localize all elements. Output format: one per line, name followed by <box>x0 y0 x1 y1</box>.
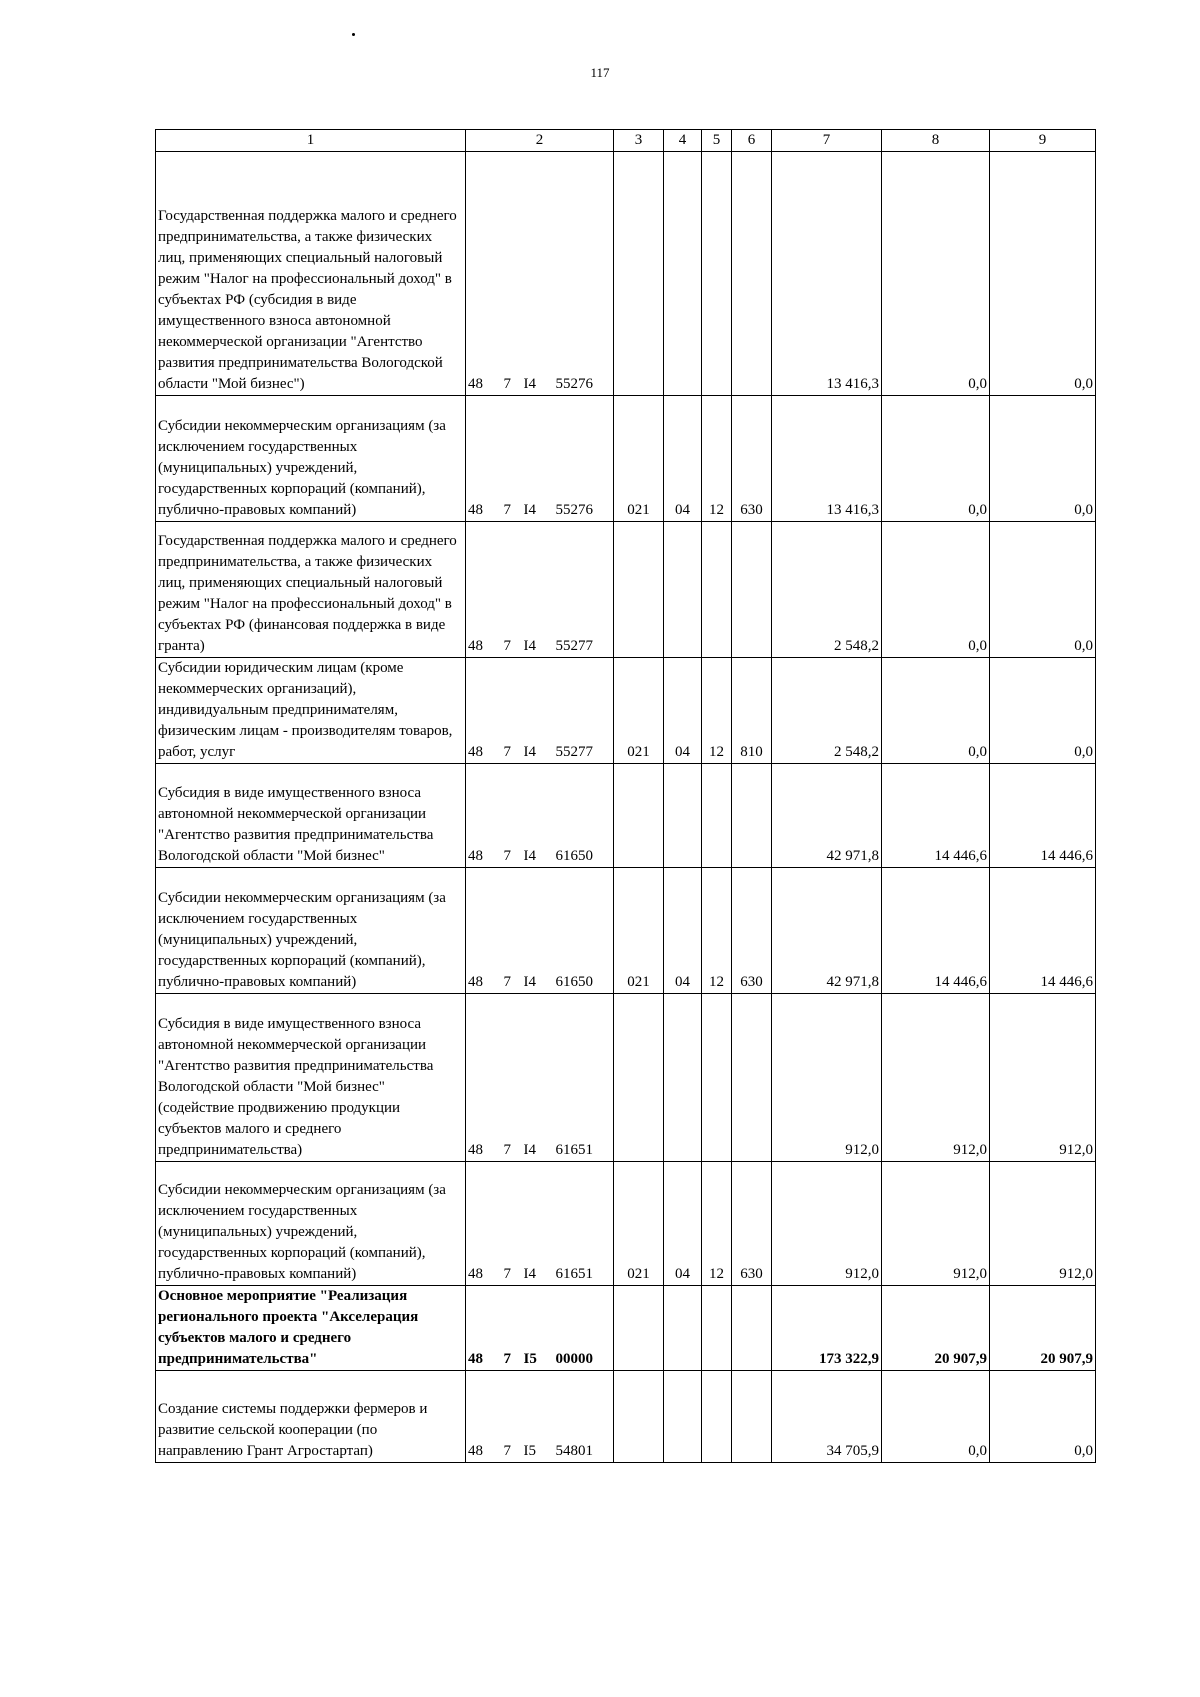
code-part: I4 <box>522 658 554 764</box>
header-cell: 3 <box>614 130 664 152</box>
code-part: 7 <box>502 522 522 658</box>
table-row <box>156 1162 1096 1286</box>
col3-cell: 021 <box>614 658 664 764</box>
table-row <box>156 522 1096 658</box>
code-part: 48 <box>466 152 502 396</box>
table-row <box>156 994 1096 1162</box>
row-name: Субсидия в виде имущественного взноса автономной некоммерческой организации "Агентство развития предпринимательства Вологодской области "Мой бизнес" (содействие продвижению продукции субъектов малого и среднего предпринимательства) <box>156 994 466 1162</box>
amount-col8: 0,0 <box>882 658 990 764</box>
code-part: 7 <box>502 764 522 868</box>
amount-col7: 42 971,8 <box>772 764 882 868</box>
row-name: Субсидия в виде имущественного взноса автономной некоммерческой организации "Агентство развития предпринимательства Вологодской области "Мой бизнес" <box>156 764 466 868</box>
amount-col8: 912,0 <box>882 1162 990 1286</box>
col5-cell: 12 <box>702 1162 732 1286</box>
col4-cell: 04 <box>664 868 702 994</box>
code-part: 48 <box>466 522 502 658</box>
header-cell: 4 <box>664 130 702 152</box>
header-cell: 6 <box>732 130 772 152</box>
col6-cell: 630 <box>732 1162 772 1286</box>
amount-col7: 912,0 <box>772 1162 882 1286</box>
code-part: 7 <box>502 1286 522 1371</box>
col5-cell <box>702 522 732 658</box>
code-part: I4 <box>522 152 554 396</box>
amount-col7: 42 971,8 <box>772 868 882 994</box>
amount-col8: 20 907,9 <box>882 1286 990 1371</box>
budget-table <box>155 129 1096 1463</box>
row-name: Субсидии юридическим лицам (кроме некоммерческих организаций), индивидуальным предпринимателям, физическим лицам - производителям товаров, работ, услуг <box>156 658 466 764</box>
amount-col7: 13 416,3 <box>772 152 882 396</box>
code-part: 61651 <box>554 994 614 1162</box>
amount-col8: 0,0 <box>882 522 990 658</box>
col4-cell <box>664 152 702 396</box>
row-name: Государственная поддержка малого и среднего предпринимательства, а также физических лиц, применяющих специальный налоговый режим "Налог на профессиональный доход" в субъектах РФ (субсидия в виде имущественного взноса автономной некоммерческой организации "Агентство развития предпринимательства Вологодской области "Мой бизнес") <box>156 152 466 396</box>
amount-col9: 14 446,6 <box>990 868 1096 994</box>
code-part: 48 <box>466 868 502 994</box>
code-part: 7 <box>502 1162 522 1286</box>
col3-cell <box>614 764 664 868</box>
col5-cell <box>702 1371 732 1463</box>
amount-col9: 0,0 <box>990 522 1096 658</box>
code-part: 55276 <box>554 396 614 522</box>
col6-cell <box>732 764 772 868</box>
header-cell: 2 <box>466 130 614 152</box>
col3-cell <box>614 994 664 1162</box>
col3-cell: 021 <box>614 868 664 994</box>
row-name: Субсидии некоммерческим организациям (за исключением государственных (муниципальных) учреждений, государственных корпораций (компаний), публично-правовых компаний) <box>156 1162 466 1286</box>
code-part: 7 <box>502 1371 522 1463</box>
header-cell: 5 <box>702 130 732 152</box>
amount-col9: 912,0 <box>990 1162 1096 1286</box>
col6-cell <box>732 522 772 658</box>
code-part: 48 <box>466 1286 502 1371</box>
code-part: 61650 <box>554 764 614 868</box>
code-part: I4 <box>522 764 554 868</box>
col3-cell: 021 <box>614 396 664 522</box>
header-cell: 8 <box>882 130 990 152</box>
col3-cell <box>614 152 664 396</box>
code-part: I4 <box>522 396 554 522</box>
col4-cell <box>664 1371 702 1463</box>
code-part: 55277 <box>554 658 614 764</box>
col6-cell <box>732 1371 772 1463</box>
col6-cell <box>732 152 772 396</box>
row-name: Государственная поддержка малого и среднего предпринимательства, а также физических лиц, применяющих специальный налоговый режим "Налог на профессиональный доход" в субъектах РФ (финансовая поддержка в виде гранта) <box>156 522 466 658</box>
code-part: 61650 <box>554 868 614 994</box>
col5-cell: 12 <box>702 868 732 994</box>
code-part: I4 <box>522 994 554 1162</box>
code-part: I5 <box>522 1286 554 1371</box>
table-row <box>156 868 1096 994</box>
code-part: 7 <box>502 396 522 522</box>
amount-col9: 0,0 <box>990 152 1096 396</box>
header-row <box>156 130 1096 152</box>
code-part: 61651 <box>554 1162 614 1286</box>
amount-col9: 0,0 <box>990 1371 1096 1463</box>
code-part: I4 <box>522 522 554 658</box>
code-part: I5 <box>522 1371 554 1463</box>
code-part: 48 <box>466 1371 502 1463</box>
col6-cell <box>732 1286 772 1371</box>
col6-cell: 810 <box>732 658 772 764</box>
row-name: Субсидии некоммерческим организациям (за исключением государственных (муниципальных) учреждений, государственных корпораций (компаний), публично-правовых компаний) <box>156 868 466 994</box>
code-part: 7 <box>502 658 522 764</box>
code-part: 7 <box>502 152 522 396</box>
col6-cell: 630 <box>732 868 772 994</box>
amount-col8: 14 446,6 <box>882 868 990 994</box>
code-part: 55276 <box>554 152 614 396</box>
col6-cell <box>732 994 772 1162</box>
table-row <box>156 658 1096 764</box>
amount-col9: 912,0 <box>990 994 1096 1162</box>
col6-cell: 630 <box>732 396 772 522</box>
amount-col9: 0,0 <box>990 396 1096 522</box>
table-row <box>156 152 1096 396</box>
code-part: I4 <box>522 1162 554 1286</box>
col5-cell <box>702 1286 732 1371</box>
speck-mark <box>352 33 355 36</box>
page-number: 117 <box>590 65 610 80</box>
table-row <box>156 1286 1096 1371</box>
row-name: Субсидии некоммерческим организациям (за исключением государственных (муниципальных) учреждений, государственных корпораций (компаний), публично-правовых компаний) <box>156 396 466 522</box>
amount-col7: 2 548,2 <box>772 522 882 658</box>
code-part: 48 <box>466 658 502 764</box>
code-part: 48 <box>466 764 502 868</box>
amount-col9: 14 446,6 <box>990 764 1096 868</box>
col4-cell: 04 <box>664 658 702 764</box>
table-row <box>156 764 1096 868</box>
table-row <box>156 396 1096 522</box>
col4-cell <box>664 522 702 658</box>
col5-cell: 12 <box>702 658 732 764</box>
col3-cell: 021 <box>614 1162 664 1286</box>
amount-col7: 912,0 <box>772 994 882 1162</box>
code-part: I4 <box>522 868 554 994</box>
amount-col8: 0,0 <box>882 1371 990 1463</box>
col3-cell <box>614 1286 664 1371</box>
col4-cell <box>664 764 702 868</box>
code-part: 55277 <box>554 522 614 658</box>
amount-col8: 0,0 <box>882 152 990 396</box>
code-part: 7 <box>502 994 522 1162</box>
code-part: 48 <box>466 396 502 522</box>
header-cell: 7 <box>772 130 882 152</box>
code-part: 7 <box>502 868 522 994</box>
amount-col7: 2 548,2 <box>772 658 882 764</box>
amount-col7: 173 322,9 <box>772 1286 882 1371</box>
amount-col8: 0,0 <box>882 396 990 522</box>
col3-cell <box>614 522 664 658</box>
col4-cell <box>664 1286 702 1371</box>
col5-cell <box>702 994 732 1162</box>
col4-cell: 04 <box>664 396 702 522</box>
code-part: 54801 <box>554 1371 614 1463</box>
header-cell: 1 <box>156 130 466 152</box>
row-name: Создание системы поддержки фермеров и развитие сельской кооперации (по направлению Грант Агростартап) <box>156 1371 466 1463</box>
row-name: Основное мероприятие "Реализация регионального проекта "Акселерация субъектов малого и среднего предпринимательства" <box>156 1286 466 1371</box>
col5-cell <box>702 152 732 396</box>
amount-col9: 0,0 <box>990 658 1096 764</box>
col4-cell: 04 <box>664 1162 702 1286</box>
code-part: 48 <box>466 994 502 1162</box>
amount-col8: 14 446,6 <box>882 764 990 868</box>
col5-cell <box>702 764 732 868</box>
code-part: 48 <box>466 1162 502 1286</box>
amount-col9: 20 907,9 <box>990 1286 1096 1371</box>
table-row <box>156 1371 1096 1463</box>
col3-cell <box>614 1371 664 1463</box>
col4-cell <box>664 994 702 1162</box>
amount-col8: 912,0 <box>882 994 990 1162</box>
col5-cell: 12 <box>702 396 732 522</box>
amount-col7: 34 705,9 <box>772 1371 882 1463</box>
amount-col7: 13 416,3 <box>772 396 882 522</box>
code-part: 00000 <box>554 1286 614 1371</box>
header-cell: 9 <box>990 130 1096 152</box>
